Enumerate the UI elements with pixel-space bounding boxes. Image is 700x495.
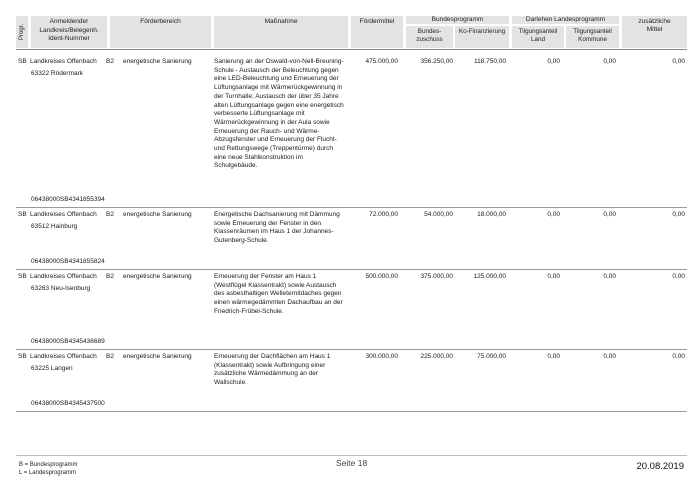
cell-location: 63512 Hainburg	[31, 223, 78, 230]
cell-area: energetische Sanierung	[123, 58, 192, 65]
table-row	[16, 351, 687, 413]
cell-funds: 72.000,00	[369, 211, 398, 218]
cell-bund: 54.000,00	[424, 211, 453, 218]
row-divider	[16, 207, 687, 208]
cell-loan-kommune: 0,00	[603, 211, 616, 218]
cell-extra: 0,00	[672, 211, 685, 218]
row-divider	[16, 269, 687, 270]
cell-loan-land: 0,00	[547, 58, 560, 65]
cell-prog: SB	[18, 353, 27, 360]
cell-ident: 06438000SB4341855394	[31, 196, 105, 203]
legend-bund: B = Bundesprogramm	[19, 462, 78, 468]
table-header	[16, 16, 687, 48]
cell-district: Landkreises Offenbach	[30, 353, 97, 360]
footer-legend	[19, 461, 78, 477]
cell-measure: Erneuerung der Dachflächen am Haus 1 (Klassentrakt) sowie Aufbringung einer zusätzliche Wärmedämmung an der Wallschule.	[214, 353, 331, 387]
cell-extra: 0,00	[672, 353, 685, 360]
cell-area: energetische Sanierung	[123, 273, 192, 280]
cell-location: 63225 Langen	[31, 365, 73, 372]
table-row	[16, 271, 687, 351]
cell-measure: Energetische Dachsanierung mit Dämmung sowie Erneuerung der Fenster in den Klassenräumen im Haus 1 der Johannes-Gutenberg-Schule.	[214, 211, 340, 245]
header-district: Anmeldender Landkreis/Belegenh. Ident-Nummer	[31, 16, 107, 48]
legend-land: L = Landesprogramm	[19, 470, 76, 476]
cell-extra: 0,00	[672, 58, 685, 65]
cell-loan-kommune: 0,00	[603, 273, 616, 280]
cell-code: B2	[106, 273, 114, 280]
cell-bund: 375.000,00	[420, 273, 453, 280]
cell-location: 63263 Neu-Isenburg	[31, 285, 91, 292]
header-funds: Fördermittel	[351, 16, 403, 48]
header-loan-land: Tilgungsanteil Land	[512, 26, 564, 48]
cell-measure: Erneuerung der Fenster am Haus 1 (Westflügel Klassentrakt) sowie Austausch des asbesthaltigen Welleternitdaches gegen einen wärmegedämmten Dachaufbau an der Friedrich-Fröbel-Schule.	[214, 273, 343, 315]
cell-district: Landkreises Offenbach	[30, 58, 97, 65]
cell-ident: 06438000SB4345437500	[31, 400, 105, 407]
header-loan-kommune: Tilgungsanteil Kommune	[566, 26, 619, 48]
cell-loan-land: 0,00	[547, 353, 560, 360]
header-divider	[16, 49, 687, 50]
cell-code: B2	[106, 58, 114, 65]
header-extra: zusätzliche Mittel	[622, 16, 687, 48]
header-prog: Progr.	[16, 16, 28, 48]
header-bund: Bundesprogramm	[406, 16, 509, 24]
cell-loan-kommune: 0,00	[603, 58, 616, 65]
cell-bund: 225.000,00	[420, 353, 453, 360]
cell-kofin: 18.000,00	[477, 211, 506, 218]
cell-bund: 356.250,00	[420, 58, 453, 65]
cell-funds: 475.000,00	[365, 58, 398, 65]
cell-district: Landkreises Offenbach	[30, 273, 97, 280]
cell-area: energetische Sanierung	[123, 211, 192, 218]
cell-code: B2	[106, 353, 114, 360]
cell-funds: 500.000,00	[365, 273, 398, 280]
footer-divider	[16, 455, 687, 456]
cell-area: energetische Sanierung	[123, 353, 192, 360]
row-divider	[16, 349, 687, 350]
cell-loan-land: 0,00	[547, 273, 560, 280]
cell-prog: SB	[18, 273, 27, 280]
row-divider	[16, 411, 687, 412]
footer-date: 20.08.2019	[636, 461, 684, 472]
cell-kofin: 125.000,00	[473, 273, 506, 280]
page-number: Seite 18	[336, 458, 368, 468]
cell-prog: SB	[18, 58, 27, 65]
cell-prog: SB	[18, 211, 27, 218]
cell-kofin: 118.750,00	[473, 58, 506, 65]
table-row	[16, 52, 687, 209]
cell-measure: Sanierung an der Oswald-von-Nell-Breuning-Schule - Austausch der Beleuchtung gegen eine LED-Beleuchtung und Erneuerung der Lüftungsanlage mit Wärmerückgewinnung in der Turnhalle; Austausch der über 35 Jahre alten Lüftungsanlage gegen eine energetisch verbesserte Lüftungsanlage mit Wärmerückgewinnung in der Aula sowie Erneuerung der Rauch- und Wärme-Abzugsfenster und Erneuerung der Flucht- und Rettungswege (Treppentürme) durch eine neue Stahlkonstruktion im Schulgebäude.	[214, 58, 344, 170]
header-measure: Maßnahme	[214, 16, 348, 48]
cell-ident: 06438000SB4341855824	[31, 258, 105, 265]
cell-ident: 06438000SB4345436689	[31, 338, 105, 345]
cell-kofin: 75.000,00	[477, 353, 506, 360]
cell-extra: 0,00	[672, 273, 685, 280]
cell-code: B2	[106, 211, 114, 218]
header-kofinanzierung: Ko-Finanzierung	[455, 26, 509, 48]
cell-location: 63322 Rödermark	[31, 70, 84, 77]
header-loan: Darlehen Landesprogramm	[512, 16, 619, 24]
cell-district: Landkreises Offenbach	[30, 211, 97, 218]
header-bund-zuschuss: Bundes- zuschuss	[406, 26, 453, 48]
cell-loan-land: 0,00	[547, 211, 560, 218]
cell-loan-kommune: 0,00	[603, 353, 616, 360]
table-row	[16, 209, 687, 271]
cell-funds: 300.000,00	[365, 353, 398, 360]
header-area: Förderbereich	[110, 16, 211, 48]
